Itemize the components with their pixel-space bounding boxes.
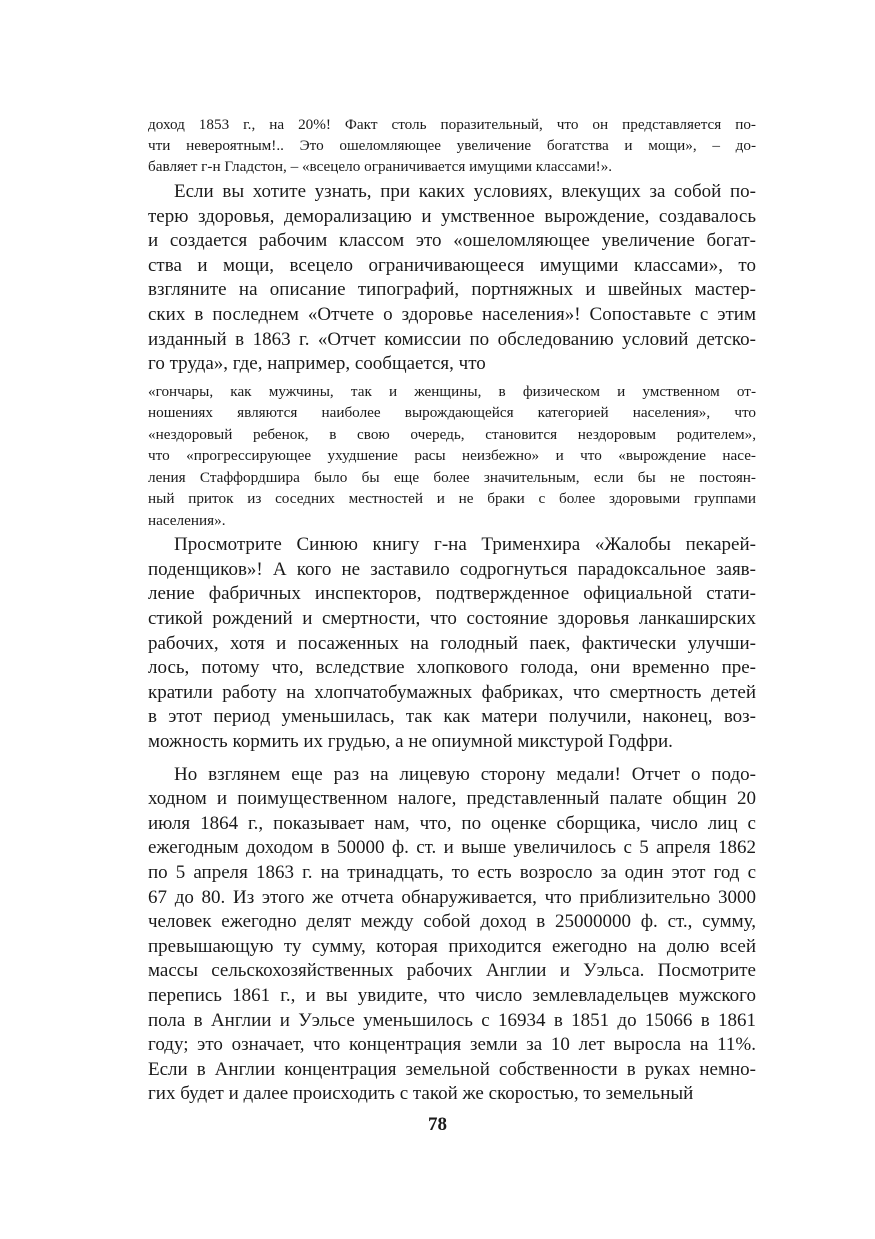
text-line: стикой рождений и смертности, что состояние здоровья ланкаширских: [148, 608, 756, 630]
text-line: гих будет и далее происходить с такой же скоростью, то земельный: [148, 1083, 694, 1105]
text-line: ства и мощи, всецело ограничивающееся имущими классами», то: [148, 254, 756, 276]
text-line: и создается рабочим классом это «ошеломляющее увеличение богат-: [148, 230, 756, 252]
paragraph-2: [148, 533, 756, 754]
text-line: превышающую ту сумму, которая приходится ежегодно на долю всей: [148, 935, 756, 957]
text-line: человек ежегодно делят между собой доход в 25000000 ф. ст., сумму,: [148, 911, 756, 933]
text-line: бавляет г-н Гладстон, – «всецело ограничивается имущими классами!».: [148, 158, 613, 175]
text-line: перепись 1861 г., и вы увидите, что число землевладельцев мужского: [148, 984, 756, 1006]
text-line: ношениях являются наиболее вырождающейся категорией населения», что: [148, 404, 756, 422]
text-line: доход 1853 г., на 20%! Факт столь поразительный, что он представляется по-: [148, 116, 756, 133]
text-line: в этот период уменьшилась, так как матери получили, наконец, воз-: [148, 706, 756, 728]
text-line: Но взглянем еще раз на лицевую сторону медали! Отчет о подо-: [174, 763, 756, 785]
text-line: ный приток из соседних местностей и не браки с более здоровыми группами: [148, 490, 756, 508]
text-line: лось, потому что, вследствие хлопкового голода, они временно пре-: [148, 657, 756, 679]
text-line: ходном и поимущественном налоге, представленный палате общин 20: [148, 788, 756, 810]
page-body: [148, 114, 756, 1107]
text-line: 67 до 80. Из этого же отчета обнаруживается, что приблизительно 3000: [148, 886, 756, 908]
text-line: массы сельскохозяйственных рабочих Англии и Уэльса. Посмотрите: [148, 960, 756, 982]
text-line: населения».: [148, 511, 226, 529]
text-line: году; это означает, что концентрация земли за 10 лет выросла на 11%.: [148, 1034, 756, 1056]
text-line: пола в Англии и Уэльсе уменьшилось с 16934 в 1851 до 15066 в 1861: [148, 1009, 756, 1031]
text-line: изданный в 1863 г. «Отчет комиссии по обследованию условий детско-: [148, 328, 756, 350]
text-line: можность кормить их грудью, а не опиумной микстурой Годфри.: [148, 731, 673, 752]
text-line: ских в последнем «Отчете о здоровье населения»! Сопоставьте с этим: [148, 303, 756, 325]
text-line: Если вы хотите узнать, при каких условиях, влекущих за собой по-: [174, 181, 756, 202]
intro-paragraph: [148, 114, 756, 177]
text-line: чти невероятным!.. Это ошеломляющее увеличение богатства и мощи», – до-: [148, 137, 756, 154]
text-line: «гончары, как мужчины, так и женщины, в физическом и умственном от-: [148, 382, 756, 400]
text-line: Просмотрите Синюю книгу г-на Трименхира «Жалобы пекарей-: [174, 534, 756, 556]
text-line: ления Стаффордшира было бы еще более значительным, если бы не постоян-: [148, 468, 756, 486]
text-line: го труда», где, например, сообщается, что: [148, 353, 486, 375]
text-line: ежегодным доходом в 50000 ф. ст. и выше увеличилось с 5 апреля 1862: [148, 837, 756, 859]
paragraph-1: [148, 180, 756, 377]
page-number: 78: [428, 1114, 447, 1135]
paragraph-3: [148, 763, 756, 1107]
text-line: Если в Англии концентрация земельной собственности в руках немно-: [148, 1058, 756, 1080]
text-line: поденщиков»! А кого не заставило содрогнуться парадоксальное заяв-: [148, 558, 756, 580]
text-line: по 5 апреля 1863 г. на тринадцать, то есть возросло за один этот год с: [148, 861, 756, 883]
text-line: что «прогрессирующее ухудшение расы неизбежно» и что «вырождение насе-: [148, 447, 756, 465]
text-line: взгляните на описание типографий, портняжных и швейных мастер-: [148, 279, 756, 301]
text-line: ление фабричных инспекторов, подтвержденное официальной стати-: [148, 583, 756, 605]
text-line: «нездоровый ребенок, в свою очередь, становится нездоровым родителем»,: [148, 425, 756, 443]
text-line: терю здоровья, деморализацию и умственное вырождение, создавалось: [148, 205, 756, 227]
block-quote: [148, 381, 756, 532]
text-line: рабочих, хотя и посаженных на голодный паек, фактически улучши-: [148, 632, 756, 654]
text-line: июля 1864 г., показывает нам, что, по оценке сборщика, число лиц с: [148, 812, 756, 834]
text-line: кратили работу на хлопчатобумажных фабриках, что смертность детей: [148, 681, 756, 703]
